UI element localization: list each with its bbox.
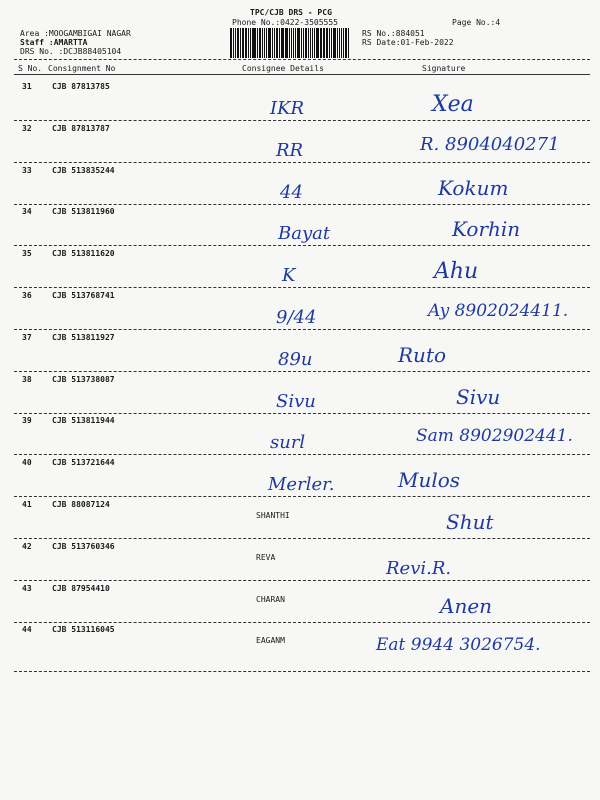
row-divider	[14, 329, 590, 330]
row-handwritten-signature: R. 8904040271	[420, 134, 560, 155]
phone-number: Phone No.:0422-3505555	[232, 18, 338, 27]
row-divider	[14, 454, 590, 455]
row-sno: 43	[22, 584, 32, 593]
row-sno: 33	[22, 166, 32, 175]
row-divider	[14, 580, 590, 581]
row-handwritten-name: Revi.R.	[386, 558, 452, 579]
row-printed-name: CHARAN	[256, 595, 285, 604]
row-divider	[14, 245, 590, 246]
row-sno: 44	[22, 625, 32, 634]
col-consignee: Consignee Details	[242, 64, 324, 73]
row-consignment-no: CJB 513811620	[52, 249, 115, 258]
row-consignment-no: CJB 513811927	[52, 333, 115, 342]
row-consignment-no: CJB 88087124	[52, 500, 110, 509]
header-divider	[14, 59, 590, 60]
row-consignment-no: CJB 513811960	[52, 207, 115, 216]
row-handwritten-signature: Ay 8902024411.	[428, 301, 569, 321]
row-divider	[14, 204, 590, 205]
row-sno: 38	[22, 375, 32, 384]
row-sno: 37	[22, 333, 32, 342]
row-handwritten-signature: Anen	[440, 594, 493, 618]
row-divider	[14, 413, 590, 414]
row-divider	[14, 287, 590, 288]
row-consignment-no: CJB 513768741	[52, 291, 115, 300]
row-handwritten-signature: Eat 9944 3026754.	[376, 635, 541, 655]
col-sno: S No.	[18, 64, 43, 73]
row-handwritten-signature: Ruto	[398, 343, 447, 367]
row-divider	[14, 622, 590, 623]
row-handwritten-signature: Mulos	[398, 468, 461, 492]
row-printed-name: SHANTHI	[256, 511, 290, 520]
row-sno: 35	[22, 249, 32, 258]
staff-label: Staff :AMARTTA	[20, 38, 88, 47]
row-printed-name: EAGANM	[256, 636, 285, 645]
row-consignment-no: CJB 513760346	[52, 542, 115, 551]
sheet-title: TPC/CJB DRS - PCG	[250, 8, 332, 17]
row-handwritten-name: Bayat	[278, 223, 331, 244]
rs-date: RS Date:01-Feb-2022	[362, 38, 454, 47]
row-consignment-no: CJB 513116045	[52, 625, 115, 634]
row-handwritten-signature: Sam 8902902441.	[416, 426, 573, 446]
row-handwritten-name: IKR	[270, 98, 305, 119]
row-consignment-no: CJB 513721644	[52, 458, 115, 467]
row-sno: 39	[22, 416, 32, 425]
row-handwritten-name: RR	[276, 140, 304, 161]
row-sno: 36	[22, 291, 32, 300]
row-sno: 31	[22, 82, 32, 91]
row-handwritten-name: surl	[270, 432, 306, 453]
drs-number: DRS No. :DCJB88405104	[20, 47, 122, 56]
row-sno: 32	[22, 124, 32, 133]
area-label: Area :MOOGAMBIGAI NAGAR	[20, 29, 131, 38]
row-consignment-no: CJB 513738087	[52, 375, 115, 384]
row-consignment-no: CJB 87954410	[52, 584, 110, 593]
col-consignment: Consignment No	[48, 64, 116, 73]
rs-number: RS No.:884051	[362, 29, 425, 38]
col-signature: Signature	[422, 64, 466, 73]
column-header-divider	[14, 74, 590, 75]
row-printed-name: REVA	[256, 553, 276, 562]
row-divider	[14, 371, 590, 372]
row-consignment-no: CJB 87813787	[52, 124, 110, 133]
row-consignment-no: CJB 513811944	[52, 416, 115, 425]
row-handwritten-name: 44	[280, 182, 303, 203]
row-divider	[14, 538, 590, 539]
row-divider	[14, 120, 590, 121]
row-sno: 41	[22, 500, 32, 509]
row-sno: 40	[22, 458, 32, 467]
barcode	[230, 28, 350, 58]
row-handwritten-signature: Ahu	[434, 259, 479, 284]
row-handwritten-signature: Kokum	[438, 176, 509, 200]
row-handwritten-signature: Shut	[446, 510, 494, 534]
row-sno: 42	[22, 542, 32, 551]
row-handwritten-signature: Xea	[432, 92, 474, 117]
row-handwritten-name: K	[282, 265, 296, 286]
row-divider	[14, 671, 590, 672]
row-divider	[14, 496, 590, 497]
page-number: Page No.:4	[452, 18, 501, 27]
row-divider	[14, 162, 590, 163]
row-sno: 34	[22, 207, 32, 216]
row-handwritten-signature: Korhin	[452, 217, 521, 241]
row-consignment-no: CJB 87813785	[52, 82, 110, 91]
row-handwritten-name: Sivu	[276, 391, 316, 412]
row-handwritten-name: Merler.	[268, 474, 335, 495]
row-handwritten-signature: Sivu	[456, 385, 501, 409]
row-handwritten-name: 9/44	[276, 307, 317, 328]
row-consignment-no: CJB 513835244	[52, 166, 115, 175]
row-handwritten-name: 89u	[278, 349, 313, 370]
